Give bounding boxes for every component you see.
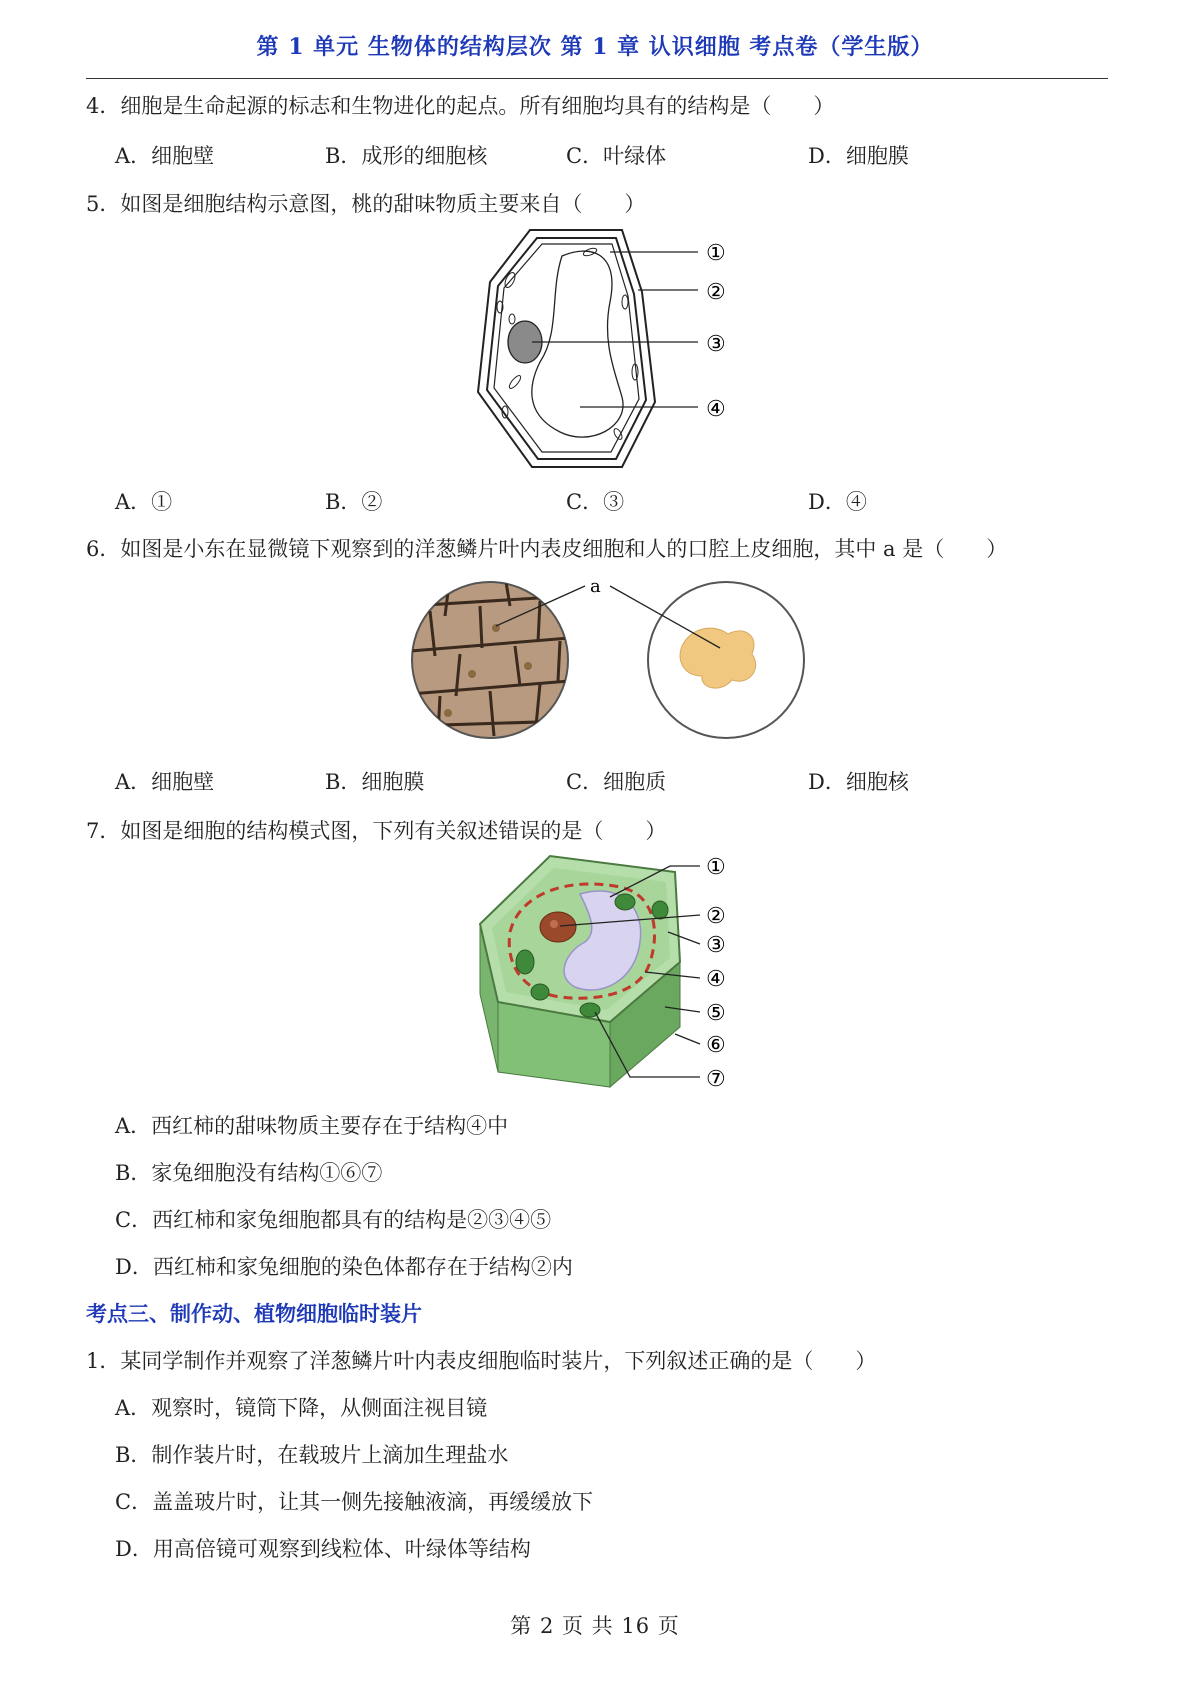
q7-option-d[interactable]: D．西红柿和家兔细胞的染色体都存在于结构②内	[115, 1255, 573, 1279]
q7-option-b[interactable]: B．家兔细胞没有结构①⑥⑦	[115, 1161, 383, 1185]
page-header-title: 第 1 单元 生物体的结构层次 第 1 章 认识细胞 考点卷（学生版）	[256, 34, 934, 60]
s3-q1-option-b[interactable]: B．制作装片时，在载玻片上滴加生理盐水	[115, 1443, 509, 1467]
q7-label-4: ④	[706, 967, 726, 992]
q7-option-a[interactable]: A．西红柿的甜味物质主要存在于结构④中	[115, 1114, 509, 1138]
cell-model-diagram	[470, 852, 750, 1092]
q7-stem: 7．如图是细胞的结构模式图，下列有关叙述错误的是（ ）	[86, 819, 667, 843]
section-3-title: 考点三、制作动、植物细胞临时装片	[86, 1301, 422, 1326]
q7-option-c[interactable]: C．西红柿和家兔细胞都具有的结构是②③④⑤	[115, 1208, 552, 1232]
plant-cell-diagram	[470, 222, 750, 472]
q5-stem: 5．如图是细胞结构示意图，桃的甜味物质主要来自（ ）	[86, 192, 646, 216]
q4-option-a[interactable]: A．细胞壁	[115, 144, 215, 168]
q7-label-3: ③	[706, 933, 726, 958]
q5-option-a[interactable]: A．①	[115, 490, 173, 514]
header-divider	[86, 78, 1108, 79]
q6-option-a[interactable]: A．细胞壁	[115, 770, 215, 794]
q4-stem: 4．细胞是生命起源的标志和生物进化的起点。所有细胞均具有的结构是（ ）	[86, 94, 835, 118]
q5-label-2: ②	[706, 280, 726, 305]
q5-option-d[interactable]: D．④	[808, 490, 867, 514]
q7-label-2: ②	[706, 904, 726, 929]
s3-q1-stem: 1．某同学制作并观察了洋葱鳞片叶内表皮细胞临时装片，下列叙述正确的是（ ）	[86, 1349, 877, 1373]
q7-label-5: ⑤	[706, 1001, 726, 1026]
q6-option-b[interactable]: B．细胞膜	[325, 770, 425, 794]
microscope-images	[410, 576, 810, 744]
q5-label-1: ①	[706, 241, 726, 266]
q7-label-6: ⑥	[706, 1033, 726, 1058]
q6-stem: 6．如图是小东在显微镜下观察到的洋葱鳞片叶内表皮细胞和人的口腔上皮细胞，其中 a 是（ ）	[86, 537, 1008, 561]
page-footer: 第 2 页 共 16 页	[510, 1614, 680, 1638]
q4-option-d[interactable]: D．细胞膜	[808, 144, 909, 168]
q7-label-1: ①	[706, 855, 726, 880]
q5-option-c[interactable]: C．③	[566, 490, 625, 514]
q5-label-3: ③	[706, 332, 726, 357]
q5-option-b[interactable]: B．②	[325, 490, 383, 514]
s3-q1-option-c[interactable]: C．盖盖玻片时，让其一侧先接触液滴，再缓缓放下	[115, 1490, 594, 1514]
s3-q1-option-d[interactable]: D．用高倍镜可观察到线粒体、叶绿体等结构	[115, 1537, 531, 1561]
q5-label-4: ④	[706, 397, 726, 422]
q4-option-c[interactable]: C．叶绿体	[566, 144, 667, 168]
q6-option-c[interactable]: C．细胞质	[566, 770, 667, 794]
s3-q1-option-a[interactable]: A．观察时，镜筒下降，从侧面注视目镜	[115, 1396, 488, 1420]
q7-label-7: ⑦	[706, 1067, 726, 1092]
q6-label-a: a	[590, 576, 601, 597]
q4-option-b[interactable]: B．成形的细胞核	[325, 144, 488, 168]
q6-option-d[interactable]: D．细胞核	[808, 770, 909, 794]
